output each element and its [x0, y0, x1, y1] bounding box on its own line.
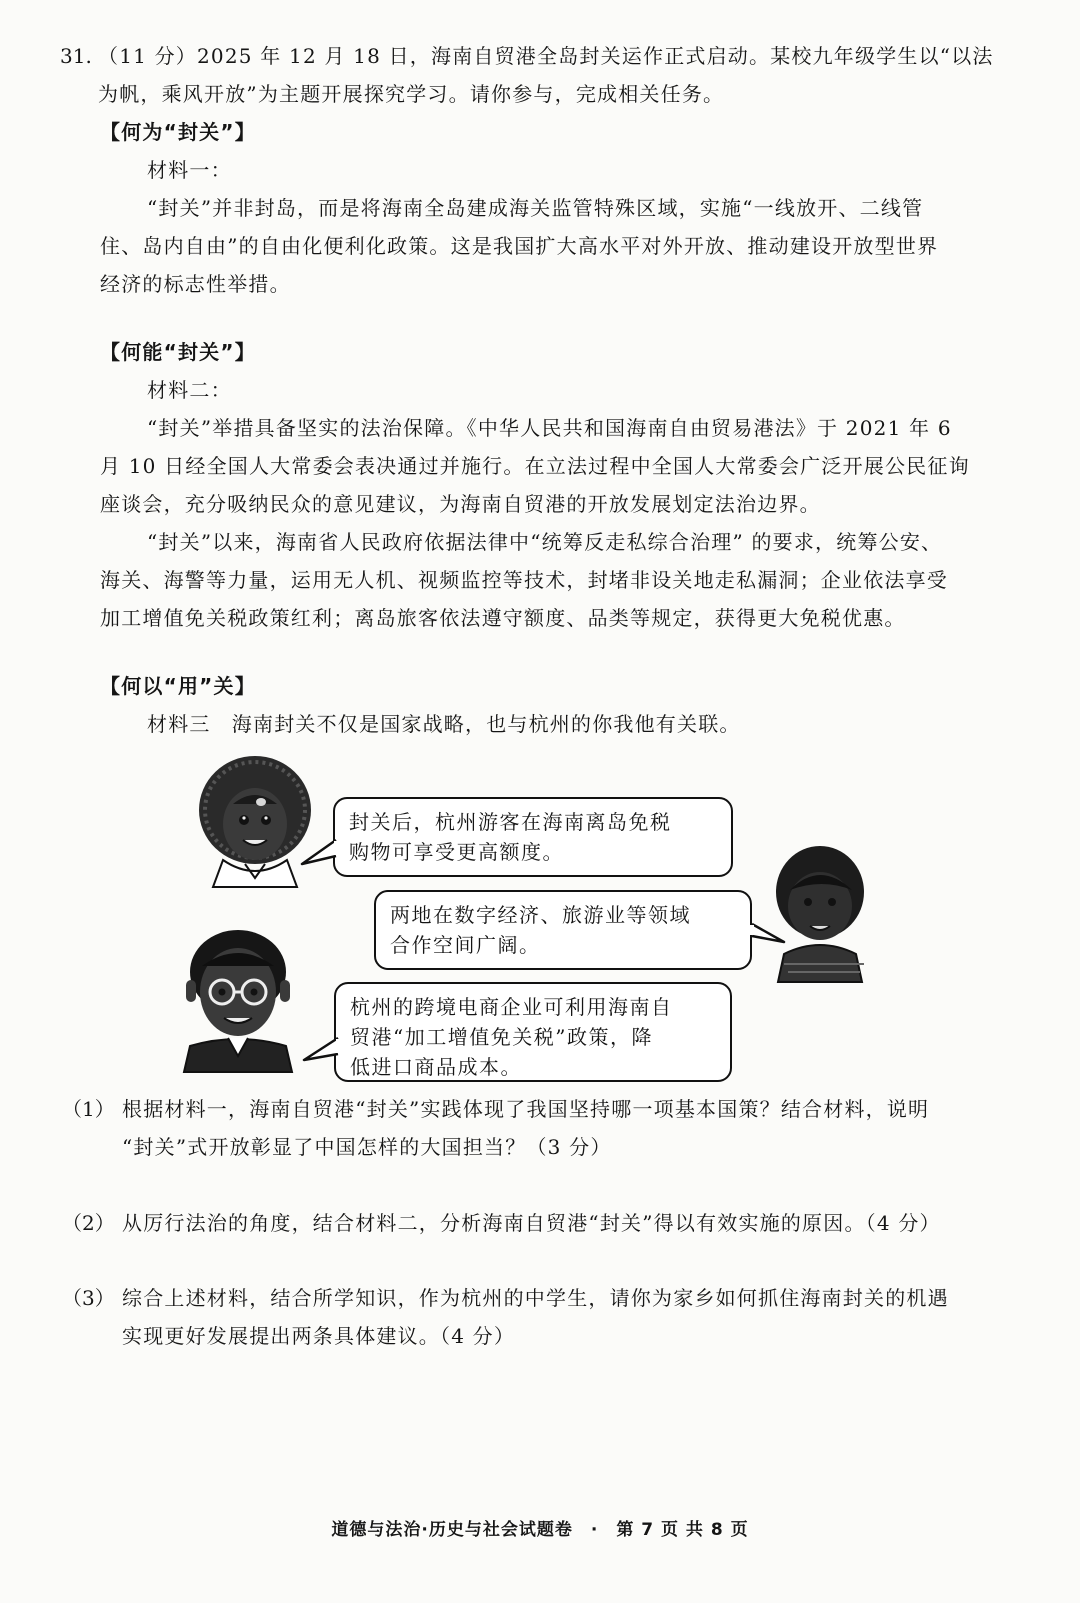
subquestion-2-line-1: 从厉行法治的角度，结合材料二，分析海南自贸港“封关”得以有效实施的原因。（4 分） [122, 1211, 941, 1235]
woman-character-illustration [195, 752, 315, 887]
speech-bubble-2-tail [748, 920, 788, 950]
bubble-1-line-1: 封关后，杭州游客在海南离岛免税 [349, 810, 672, 834]
material-3-line: 材料三 海南封关不仅是国家战略，也与杭州的你我他有关联。 [147, 712, 741, 736]
subquestion-3-line-1: 综合上述材料，结合所学知识，作为杭州的中学生，请你为家乡如何抓住海南封关的机遇 [122, 1286, 949, 1310]
bubble-3-line-3: 低进口商品成本。 [350, 1055, 522, 1079]
material-2-line: “封关”举措具备坚实的法治保障。《中华人民共和国海南自由贸易港法》于 2021 年 6 [147, 416, 952, 440]
page-footer: 道德与法治·历史与社会试题卷 · 第 7 页 共 8 页 [331, 1520, 749, 1540]
speech-bubble-3-tail [302, 1036, 342, 1066]
subquestion-1-line-2: “封关”式开放彰显了中国怎样的大国担当？（3 分） [122, 1135, 612, 1159]
bubble-2-line-1: 两地在数字经济、旅游业等领域 [390, 903, 691, 927]
speech-bubble-2 [374, 890, 752, 970]
material-2-line: 月 10 日经全国人大常委会表决通过并施行。在立法过程中全国人大常委会广泛开展公民征询 [100, 454, 970, 478]
material-1-label: 材料一： [147, 158, 232, 182]
child-character-illustration [768, 842, 878, 982]
bubble-3-line-1: 杭州的跨境电商企业可利用海南自 [350, 995, 673, 1019]
material-1-line: 住、岛内自由”的自由化便利化政策。这是我国扩大高水平对外开放、推动建设开放型世界 [100, 234, 939, 258]
question-intro-line-2: 为帆，乘风开放”为主题开展探究学习。请你参与，完成相关任务。 [98, 82, 725, 106]
material-1-line: 经济的标志性举措。 [100, 272, 291, 296]
subquestion-1-line-1: 根据材料一，海南自贸港“封关”实践体现了我国坚持哪一项基本国策？结合材料，说明 [122, 1097, 930, 1121]
subquestion-3-line-2: 实现更好发展提出两条具体建议。（4 分） [122, 1324, 516, 1348]
question-intro-line-1: （11 分）2025 年 12 月 18 日，海南自贸港全岛封关运作正式启动。某校九年级学生以“以法 [98, 44, 994, 68]
bubble-1-line-2: 购物可享受更高额度。 [349, 840, 564, 864]
material-2-line: “封关”以来，海南省人民政府依据法律中“统筹反走私综合治理” 的要求，统筹公安、 [147, 530, 943, 554]
subquestion-1-label: （1） [62, 1097, 115, 1121]
speech-bubble-1-tail [300, 838, 340, 868]
bubble-2-line-2: 合作空间广阔。 [390, 933, 541, 957]
material-1-line: “封关”并非封岛，而是将海南全岛建成海关监管特殊区域，实施“一线放开、二线管 [147, 196, 924, 220]
material-2-line: 加工增值免关税政策红利；离岛旅客依法遵守额度、品类等规定，获得更大免税优惠。 [100, 606, 906, 630]
subquestion-3-label: （3） [62, 1286, 115, 1310]
man-with-glasses-illustration [180, 922, 298, 1072]
section-3-heading: 【何以“用”关】 [100, 674, 256, 698]
section-2-heading: 【何能“封关”】 [100, 340, 256, 364]
material-2-line: 座谈会，充分吸纳民众的意见建议，为海南自贸港的开放发展划定法治边界。 [100, 492, 821, 516]
section-1-heading: 【何为“封关”】 [100, 120, 256, 144]
speech-bubble-3 [334, 982, 732, 1082]
bubble-3-line-2: 贸港“加工增值免关税”政策，降 [350, 1025, 653, 1049]
question-number: 31. [60, 44, 92, 68]
material-2-label: 材料二： [147, 378, 232, 402]
speech-bubble-1 [333, 797, 733, 877]
subquestion-2-label: （2） [62, 1211, 115, 1235]
material-2-line: 海关、海警等力量，运用无人机、视频监控等技术，封堵非设关地走私漏洞；企业依法享受 [100, 568, 948, 592]
